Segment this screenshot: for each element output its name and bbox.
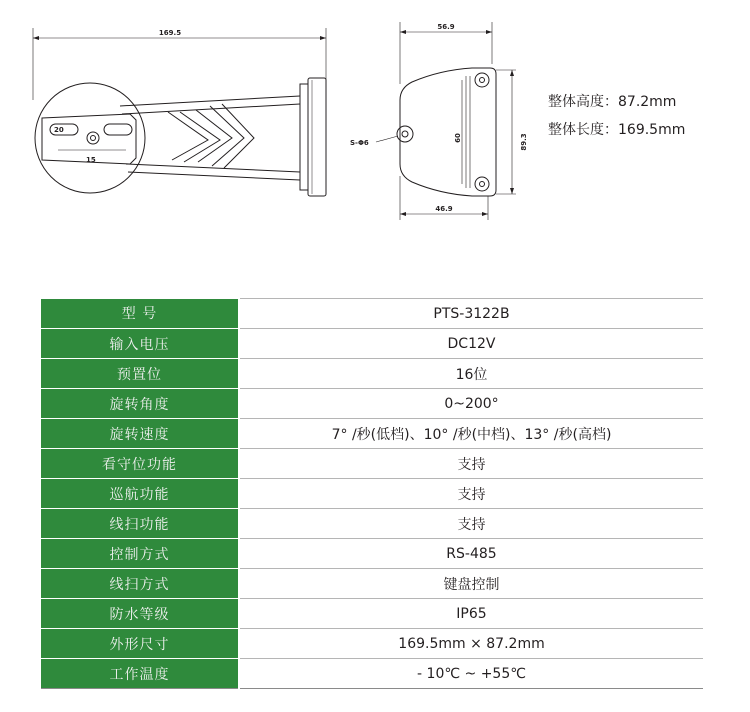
- table-row: [41, 359, 703, 389]
- spec-value: DC12V: [239, 329, 703, 359]
- table-row: [41, 389, 703, 419]
- overall-dimensions-summary: [548, 88, 685, 144]
- table-row: [41, 419, 703, 449]
- table-row: [41, 299, 703, 329]
- spec-value: 支持: [239, 479, 703, 509]
- height-label: 89.3: [520, 133, 528, 151]
- spec-key: 外形尺寸: [41, 629, 239, 659]
- spec-value: 支持: [239, 449, 703, 479]
- spec-key: 看守位功能: [41, 449, 239, 479]
- overall-length-label: 169.5: [158, 29, 182, 37]
- spec-value: 16位: [239, 359, 703, 389]
- table-row: [41, 509, 703, 539]
- spec-key: 线扫方式: [41, 569, 239, 599]
- spec-value: 169.5mm × 87.2mm: [239, 629, 703, 659]
- overall-height-text: 整体高度：87.2mm: [548, 94, 677, 110]
- spec-table: [41, 298, 703, 689]
- spec-value: RS-485: [239, 539, 703, 569]
- table-row: [41, 569, 703, 599]
- spec-key: 工作温度: [41, 659, 239, 689]
- spec-key: 旋转速度: [41, 419, 239, 449]
- hole-spacing-label: 60: [454, 133, 462, 143]
- table-row: [41, 599, 703, 629]
- end-view: [376, 22, 516, 220]
- side-view: [33, 28, 326, 196]
- spec-key: 输入电压: [41, 329, 239, 359]
- spec-value: 7° /秒(低档)、10° /秒(中档)、13° /秒(高档): [239, 419, 703, 449]
- table-row: [41, 539, 703, 569]
- spec-value: 0~200°: [239, 389, 703, 419]
- spec-value: PTS-3122B: [239, 299, 703, 329]
- table-row: [41, 479, 703, 509]
- slot-dim-a-label: 20: [54, 126, 64, 134]
- table-row: [41, 629, 703, 659]
- spec-key: 控制方式: [41, 539, 239, 569]
- spec-value: IP65: [239, 599, 703, 629]
- table-row: [41, 449, 703, 479]
- top-width-label: 56.9: [437, 23, 455, 31]
- spec-key: 防水等级: [41, 599, 239, 629]
- spec-value: 键盘控制: [239, 569, 703, 599]
- spec-key: 型 号: [41, 299, 239, 329]
- table-row: [41, 329, 703, 359]
- spec-key: 预置位: [41, 359, 239, 389]
- spec-key: 线扫功能: [41, 509, 239, 539]
- bottom-width-label: 46.9: [435, 205, 453, 213]
- screw-label: S-Φ6: [350, 139, 369, 147]
- overall-length-text: 整体长度：169.5mm: [548, 122, 686, 138]
- spec-key: 旋转角度: [41, 389, 239, 419]
- slot-dim-b-label: 15: [86, 156, 96, 164]
- table-row: [41, 659, 703, 689]
- spec-value: 支持: [239, 509, 703, 539]
- spec-key: 巡航功能: [41, 479, 239, 509]
- spec-value: - 10℃ ~ +55℃: [239, 659, 703, 689]
